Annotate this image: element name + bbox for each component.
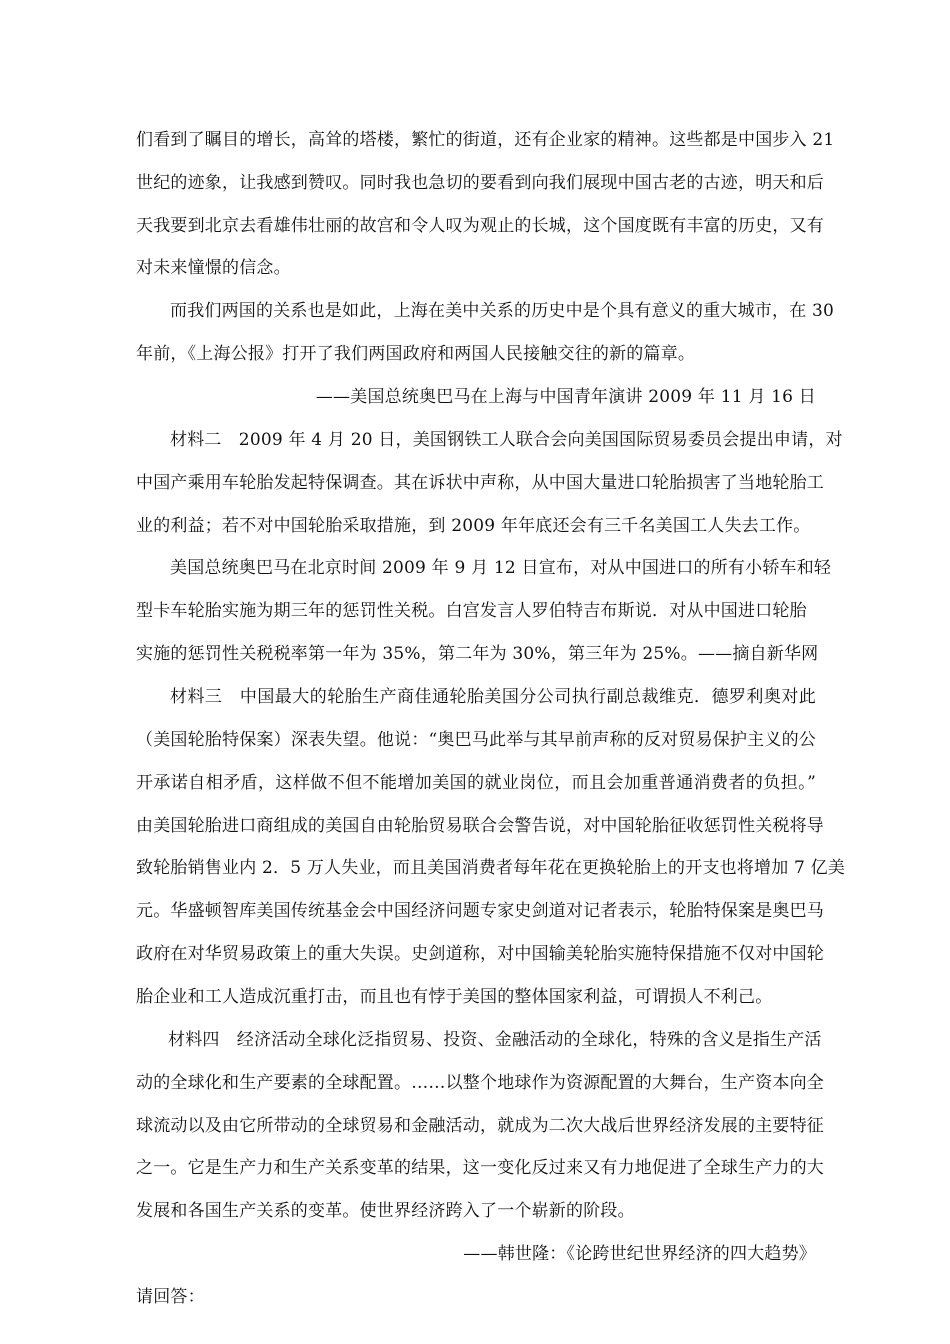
text-line: 由美国轮胎进口商组成的美国自由轮胎贸易联合会警告说，对中国轮胎征收惩罚性关税将导	[136, 816, 824, 836]
text-line: 对未来憧憬的信念。	[136, 258, 291, 278]
text-line: 美国总统奥巴马在北京时间 2009 年 9 月 12 日宣布，对从中国进口的所有小轿车和轻	[170, 558, 832, 578]
text-line: 材料二 2009 年 4 月 20 日，美国钢铁工人联合会向美国国际贸易委员会提出申请，对	[170, 430, 843, 450]
text-line: 实施的惩罚性关税税率第一年为 35%，第二年为 30%，第三年为 25%。——摘自新华网	[136, 644, 819, 664]
text-line: 世纪的迹象，让我感到赞叹。同时我也急切的要看到向我们展现中国古老的古迹，明天和后	[136, 173, 824, 193]
source-attribution: ——美国总统奥巴马在上海与中国青年演讲 2009 年 11 月 16 日	[315, 387, 816, 407]
text-line: 中国产乘用车轮胎发起特保调查。其在诉状中声称，从中国大量进口轮胎损害了当地轮胎工	[136, 473, 824, 493]
text-line: 政府在对华贸易政策上的重大失误。史剑道称，对中国输美轮胎实施特保措施不仅对中国轮	[136, 944, 824, 964]
source-attribution: ——韩世隆：《论跨世纪世界经济的四大趋势》	[463, 1244, 816, 1264]
text-line: 材料三 中国最大的轮胎生产商佳通轮胎美国分公司执行副总裁维克．德罗利奥对此	[170, 687, 816, 707]
text-line: 胎企业和工人造成沉重打击，而且也有悖于美国的整体国家利益，可谓损人不利己。	[136, 987, 773, 1007]
text-line: 致轮胎销售业内 2．5 万人失业，而且美国消费者每年花在更换轮胎上的开支也将增加 7 亿美	[136, 858, 846, 878]
text-line: 动的全球化和生产要素的全球配置。……以整个地球作为资源配置的大舞台，生产资本向全	[136, 1073, 824, 1093]
text-line: 开承诺自相矛盾，这样做不但不能增加美国的就业岗位，而且会加重普通消费者的负担。”	[136, 773, 816, 793]
text-line: 年前，《上海公报》打开了我们两国政府和两国人民接触交往的新的篇章。	[136, 344, 696, 364]
text-line: 们看到了瞩目的增长，高耸的塔楼，繁忙的街道，还有企业家的精神。这些都是中国步入 21	[136, 130, 835, 150]
text-line: 材料四 经济活动全球化泛指贸易、投资、金融活动的全球化，特殊的含义是指生产活	[168, 1030, 822, 1050]
text-line: 元。华盛顿智库美国传统基金会中国经济问题专家史剑道对记者表示，轮胎特保案是奥巴马	[136, 901, 824, 921]
text-line: 球流动以及由它所带动的全球贸易和金融活动，就成为二次大战后世界经济发展的主要特征	[136, 1116, 824, 1136]
text-line: 发展和各国生产关系的变革。使世界经济跨入了一个崭新的阶段。	[136, 1201, 635, 1221]
text-line: 天我要到北京去看雄伟壮丽的故宫和令人叹为观止的长城，这个国度既有丰富的历史，又有	[136, 216, 824, 236]
text-line: 型卡车轮胎实施为期三年的惩罚性关税。白宫发言人罗伯特吉布斯说．对从中国进口轮胎	[136, 601, 807, 621]
question-prompt: 请回答：	[136, 1287, 205, 1307]
text-line: 业的利益；若不对中国轮胎采取措施，到 2009 年年底还会有三千名美国工人失去工作。	[136, 516, 811, 536]
text-line: （美国轮胎特保案）深表失望。他说：“奥巴马此举与其早前声称的反对贸易保护主义的公	[136, 730, 816, 750]
text-line: 之一。它是生产力和生产关系变革的结果，这一变化反过来又有力地促进了全球生产力的大	[136, 1158, 824, 1178]
text-line: 而我们两国的关系也是如此，上海在美中关系的历史中是个具有意义的重大城市，在 30	[170, 301, 835, 321]
